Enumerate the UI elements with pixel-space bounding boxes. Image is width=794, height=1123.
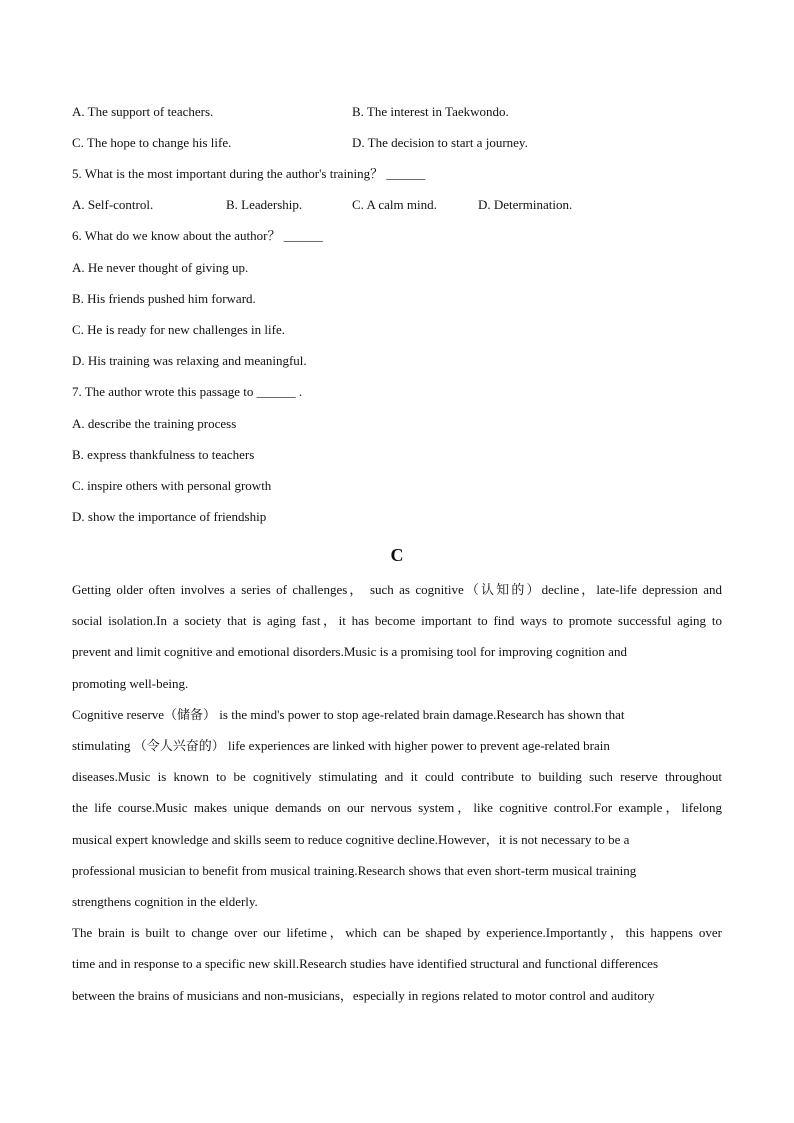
passage-line: musical expert knowledge and skills seem to reduce cognitive decline.However，it is not necessary to be a [72, 832, 630, 847]
passage-line: time and in response to a specific new skill.Research studies have identified structural and functional differences [72, 956, 659, 971]
q5-option-a: A. Self-control. [72, 197, 154, 212]
passage-line: strengthens cognition in the elderly. [72, 894, 258, 909]
q4-option-b: B. The interest in Taekwondo. [352, 104, 509, 119]
q6-question: 6. What do we know about the author？ ______ [72, 228, 323, 243]
passage-line: The brain is built to change over our lifetime，which can be shaped by experience.Importantly，this happens over [72, 925, 722, 940]
passage-line: the life course.Music makes unique demands on our nervous system，like cognitive control.For example，lifelong [72, 800, 722, 815]
passage-line: diseases.Music is known to be cognitively stimulating and it could contribute to building such reserve throughout [72, 769, 722, 784]
section-heading: C [390, 545, 404, 565]
passage-line: prevent and limit cognitive and emotional disorders.Music is a promising tool for improving cognition and [72, 644, 627, 659]
q4-option-a: A. The support of teachers. [72, 104, 214, 119]
passage-line: promoting well-being. [72, 676, 189, 691]
q4-option-c: C. The hope to change his life. [72, 135, 232, 150]
passage-line: stimulating （令人兴奋的） life experiences are linked with higher power to prevent age-related brain [72, 738, 610, 753]
q7-option-c: C. inspire others with personal growth [72, 478, 272, 493]
q6-option-d: D. His training was relaxing and meaningful. [72, 353, 307, 368]
q5-option-c: C. A calm mind. [352, 197, 437, 212]
q7-option-b: B. express thankfulness to teachers [72, 447, 255, 462]
q6-option-c: C. He is ready for new challenges in life. [72, 322, 285, 337]
q4-option-d: D. The decision to start a journey. [352, 135, 528, 150]
q5-option-b: B. Leadership. [226, 197, 303, 212]
q7-option-d: D. show the importance of friendship [72, 509, 267, 524]
q7-option-a: A. describe the training process [72, 416, 237, 431]
passage-line: Getting older often involves a series of challenges， such as cognitive（认知的）decline，late-life depression and [72, 582, 722, 597]
q5-question: 5. What is the most important during the author's training？ ______ [72, 166, 426, 181]
passage-line: social isolation.In a society that is aging fast，it has become important to find ways to promote successful aging to [72, 613, 722, 628]
q7-question: 7. The author wrote this passage to ______ . [72, 384, 303, 399]
q6-option-b: B. His friends pushed him forward. [72, 291, 256, 306]
q6-option-a: A. He never thought of giving up. [72, 260, 249, 275]
q5-option-d: D. Determination. [478, 197, 573, 212]
passage-line: Cognitive reserve（储备） is the mind's power to stop age-related brain damage.Research has shown that [72, 707, 625, 722]
passage-line: between the brains of musicians and non-musicians，especially in regions related to motor control and auditory [72, 988, 655, 1003]
passage-line: professional musician to benefit from musical training.Research shows that even short-term musical training [72, 863, 637, 878]
